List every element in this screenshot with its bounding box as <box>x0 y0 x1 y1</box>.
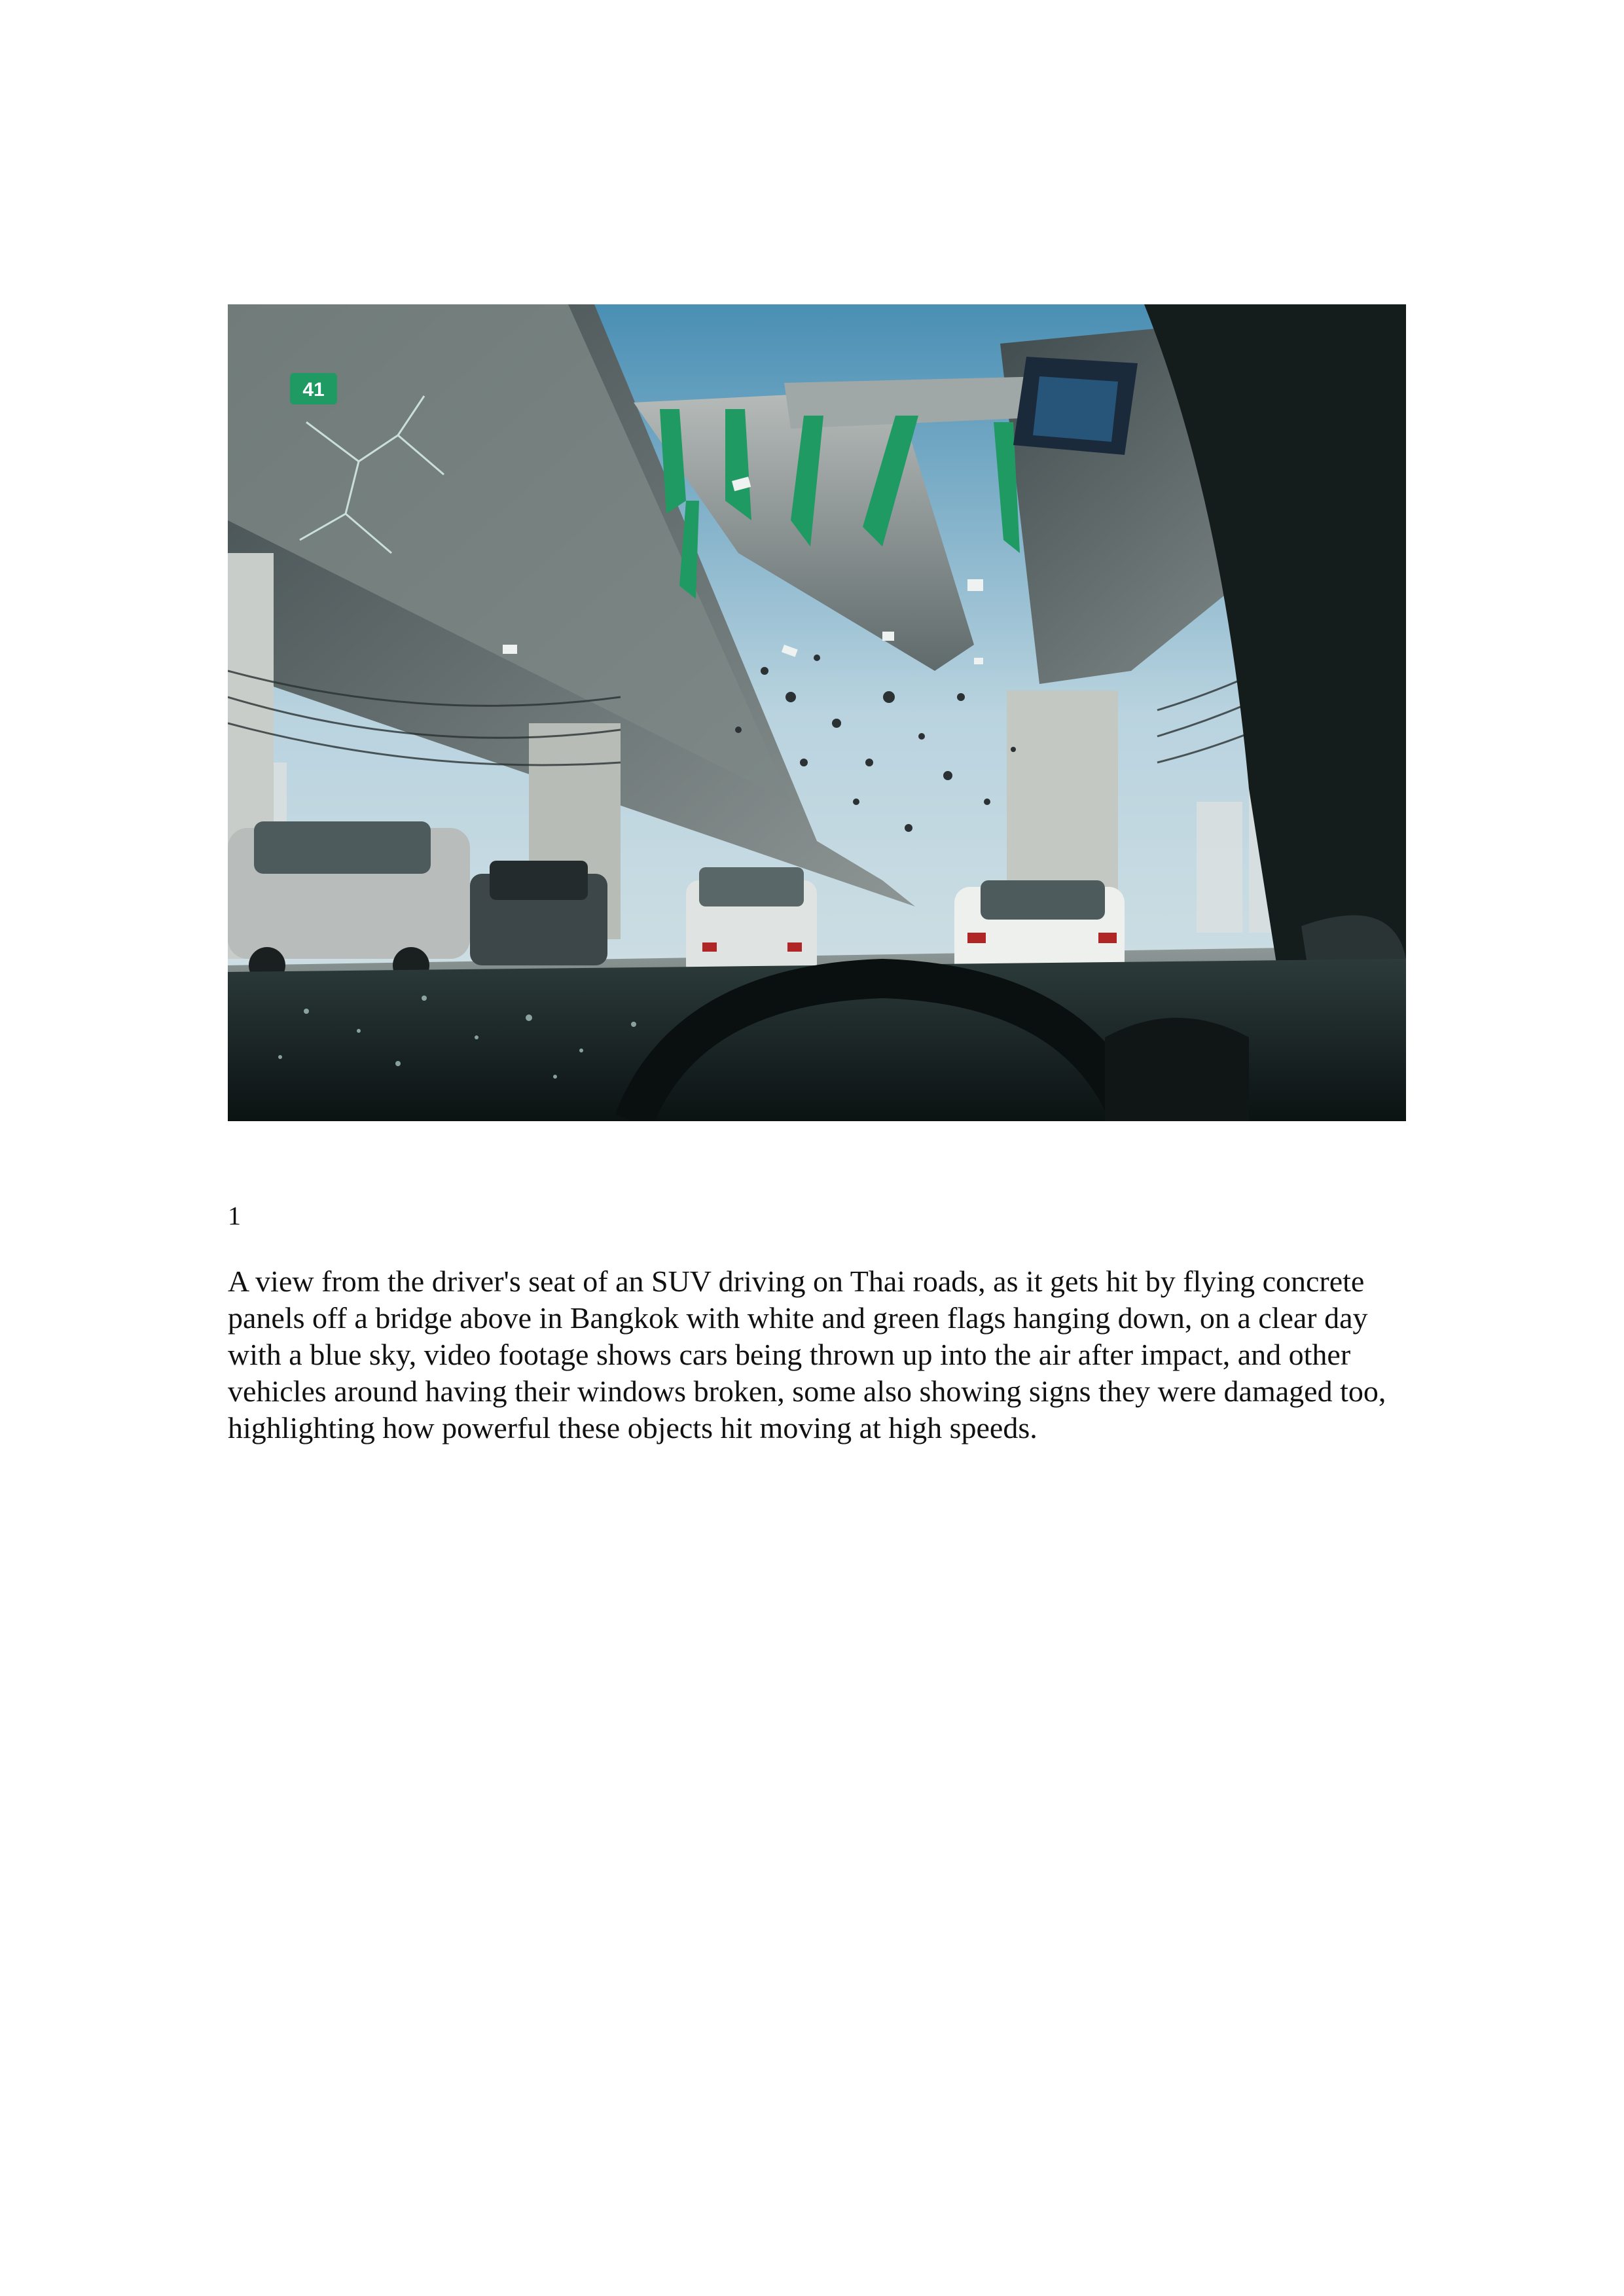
instrument-cluster <box>1105 1018 1249 1121</box>
digital-display-sign <box>1013 357 1138 455</box>
page-number: 1 <box>228 1201 241 1230</box>
car-center-white-suv <box>686 867 817 978</box>
windshield-scene-image <box>228 304 1406 1121</box>
road-sign <box>290 373 337 404</box>
car-dark-pickup <box>470 861 607 965</box>
scene-illustration <box>228 304 1406 1121</box>
image-caption: A view from the driver's seat of an SUV driving on Thai roads, as it gets hit by flying concrete panels off a bridge above in Bangkok with white and green flags hanging down, on a clear day with a blue sky, video footage shows cars being thrown up into the air after impact, and other vehicles around having their windows broken, some also showing signs they were damaged too, highlighting how powerful these objects hit moving at high speeds. <box>228 1265 1386 1444</box>
road-sign-text: 41 <box>302 379 325 401</box>
